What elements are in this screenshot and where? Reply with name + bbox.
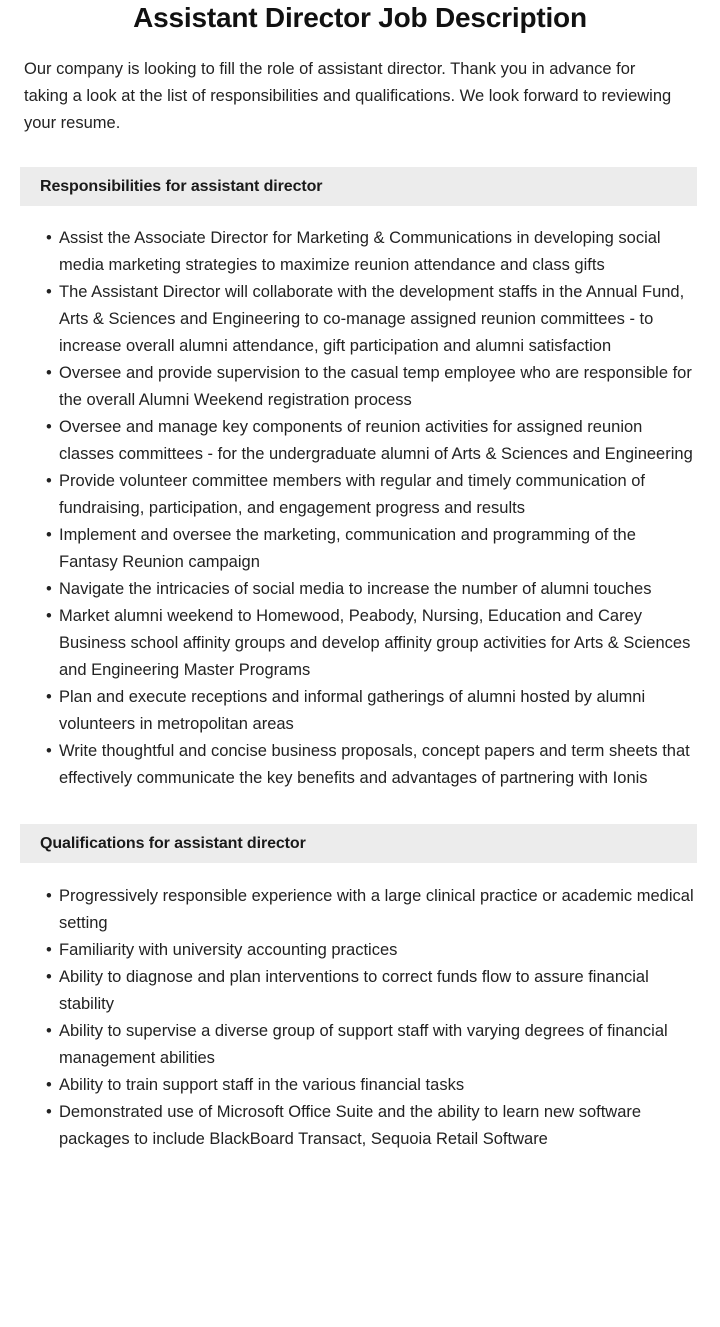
list-item: • Ability to supervise a diverse group of support staff with varying degrees of financial management abilities xyxy=(46,1018,695,1072)
list-item: • Write thoughtful and concise business proposals, concept papers and term sheets that effectively communicate the key benefits and advantages of partnering with Ionis xyxy=(46,738,695,792)
list-item: • Market alumni weekend to Homewood, Peabody, Nursing, Education and Carey Business school affinity groups and develop affinity group activities for Arts & Sciences and Engineering Master Programs xyxy=(46,603,695,684)
list-item: • The Assistant Director will collaborate with the development staffs in the Annual Fund, Arts & Sciences and Engineering to co-manage assigned reunion committees - to increase overall alumni attendance, gift participation and alumni satisfaction xyxy=(46,279,695,360)
list-item: • Oversee and provide supervision to the casual temp employee who are responsible for the overall Alumni Weekend registration process xyxy=(46,360,695,414)
section-header-responsibilities xyxy=(20,167,697,206)
intro-paragraph: Our company is looking to fill the role of assistant director. Thank you in advance for taking a look at the list of responsibilities and qualifications. We look forward to reviewing your resume. xyxy=(24,60,672,132)
section-header-label: Qualifications for assistant director xyxy=(40,834,306,852)
list-item: • Assist the Associate Director for Marketing & Communications in developing social media marketing strategies to maximize reunion attendance and class gifts xyxy=(46,225,695,279)
responsibilities-list xyxy=(46,225,695,792)
list-item: • Navigate the intricacies of social media to increase the number of alumni touches xyxy=(46,576,695,603)
list-item: • Ability to diagnose and plan interventions to correct funds flow to assure financial stability xyxy=(46,964,695,1018)
list-item: • Demonstrated use of Microsoft Office Suite and the ability to learn new software packages to include BlackBoard Transact, Sequoia Retail Software xyxy=(46,1099,695,1153)
list-item: • Provide volunteer committee members with regular and timely communication of fundraising, participation, and engagement progress and results xyxy=(46,468,695,522)
list-item: • Familiarity with university accounting practices xyxy=(46,937,695,964)
section-header-qualifications xyxy=(20,824,697,863)
list-item: • Plan and execute receptions and informal gatherings of alumni hosted by alumni volunteers in metropolitan areas xyxy=(46,684,695,738)
page-title: Assistant Director Job Description xyxy=(133,2,587,33)
qualifications-list xyxy=(46,883,695,1153)
list-item: • Implement and oversee the marketing, communication and programming of the Fantasy Reunion campaign xyxy=(46,522,695,576)
section-header-label: Responsibilities for assistant director xyxy=(40,177,323,195)
list-item: • Progressively responsible experience with a large clinical practice or academic medical setting xyxy=(46,883,695,937)
list-item: • Ability to train support staff in the various financial tasks xyxy=(46,1072,695,1099)
list-item: • Oversee and manage key components of reunion activities for assigned reunion classes committees - for the undergraduate alumni of Arts & Sciences and Engineering xyxy=(46,414,695,468)
